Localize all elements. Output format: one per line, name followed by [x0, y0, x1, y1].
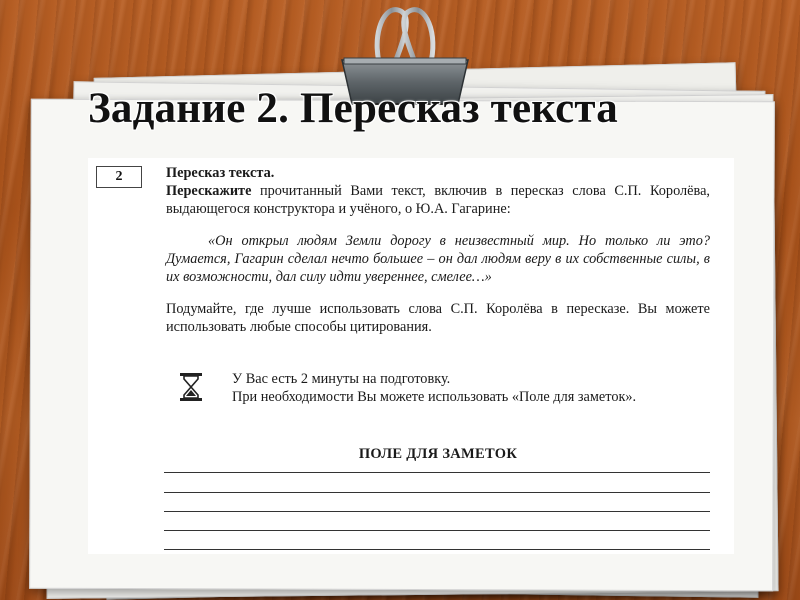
timer-line-2: При необходимости Вы можете использовать «Поле для заметок». [232, 389, 637, 405]
notes-line [164, 549, 710, 550]
notes-line [164, 472, 710, 473]
hourglass-icon [178, 372, 204, 402]
notes-line [164, 530, 710, 531]
task-heading: Пересказ текста. [166, 165, 275, 181]
notes-field-title: ПОЛЕ ДЛЯ ЗАМЕТОК [358, 446, 518, 462]
task-instruction [166, 182, 710, 218]
timer-block [166, 370, 710, 410]
notes-line [164, 492, 710, 493]
instruction-text: прочитанный Вами текст, включив в пересказ слова С.П. Королёва, выдающегося конструктора и учёного, о Ю.А. Гагарине: [166, 183, 710, 217]
korolev-quote: «Он открыл людям Земли дорогу в неизвестный мир. Но только ли это? Думается, Гагарин сделал нечто большее – он дал людям веру в их собственные силы, в их возможности, дал силу идти увереннее, смелее…» [166, 233, 710, 285]
citation-note: Подумайте, где лучше использовать слова С.П. Королёва в пересказе. Вы можете использовать любые способы цитирования. [166, 301, 710, 335]
notes-line [164, 511, 710, 512]
slide-title: Задание 2. Пересказ текста [88, 85, 618, 132]
timer-text [232, 370, 636, 406]
timer-line-1: У Вас есть 2 минуты на подготовку. [232, 371, 451, 387]
exam-sheet [88, 158, 734, 554]
instruction-verb: Перескажите [166, 183, 252, 199]
task-content [166, 164, 710, 462]
task-number-box: 2 [96, 166, 142, 188]
